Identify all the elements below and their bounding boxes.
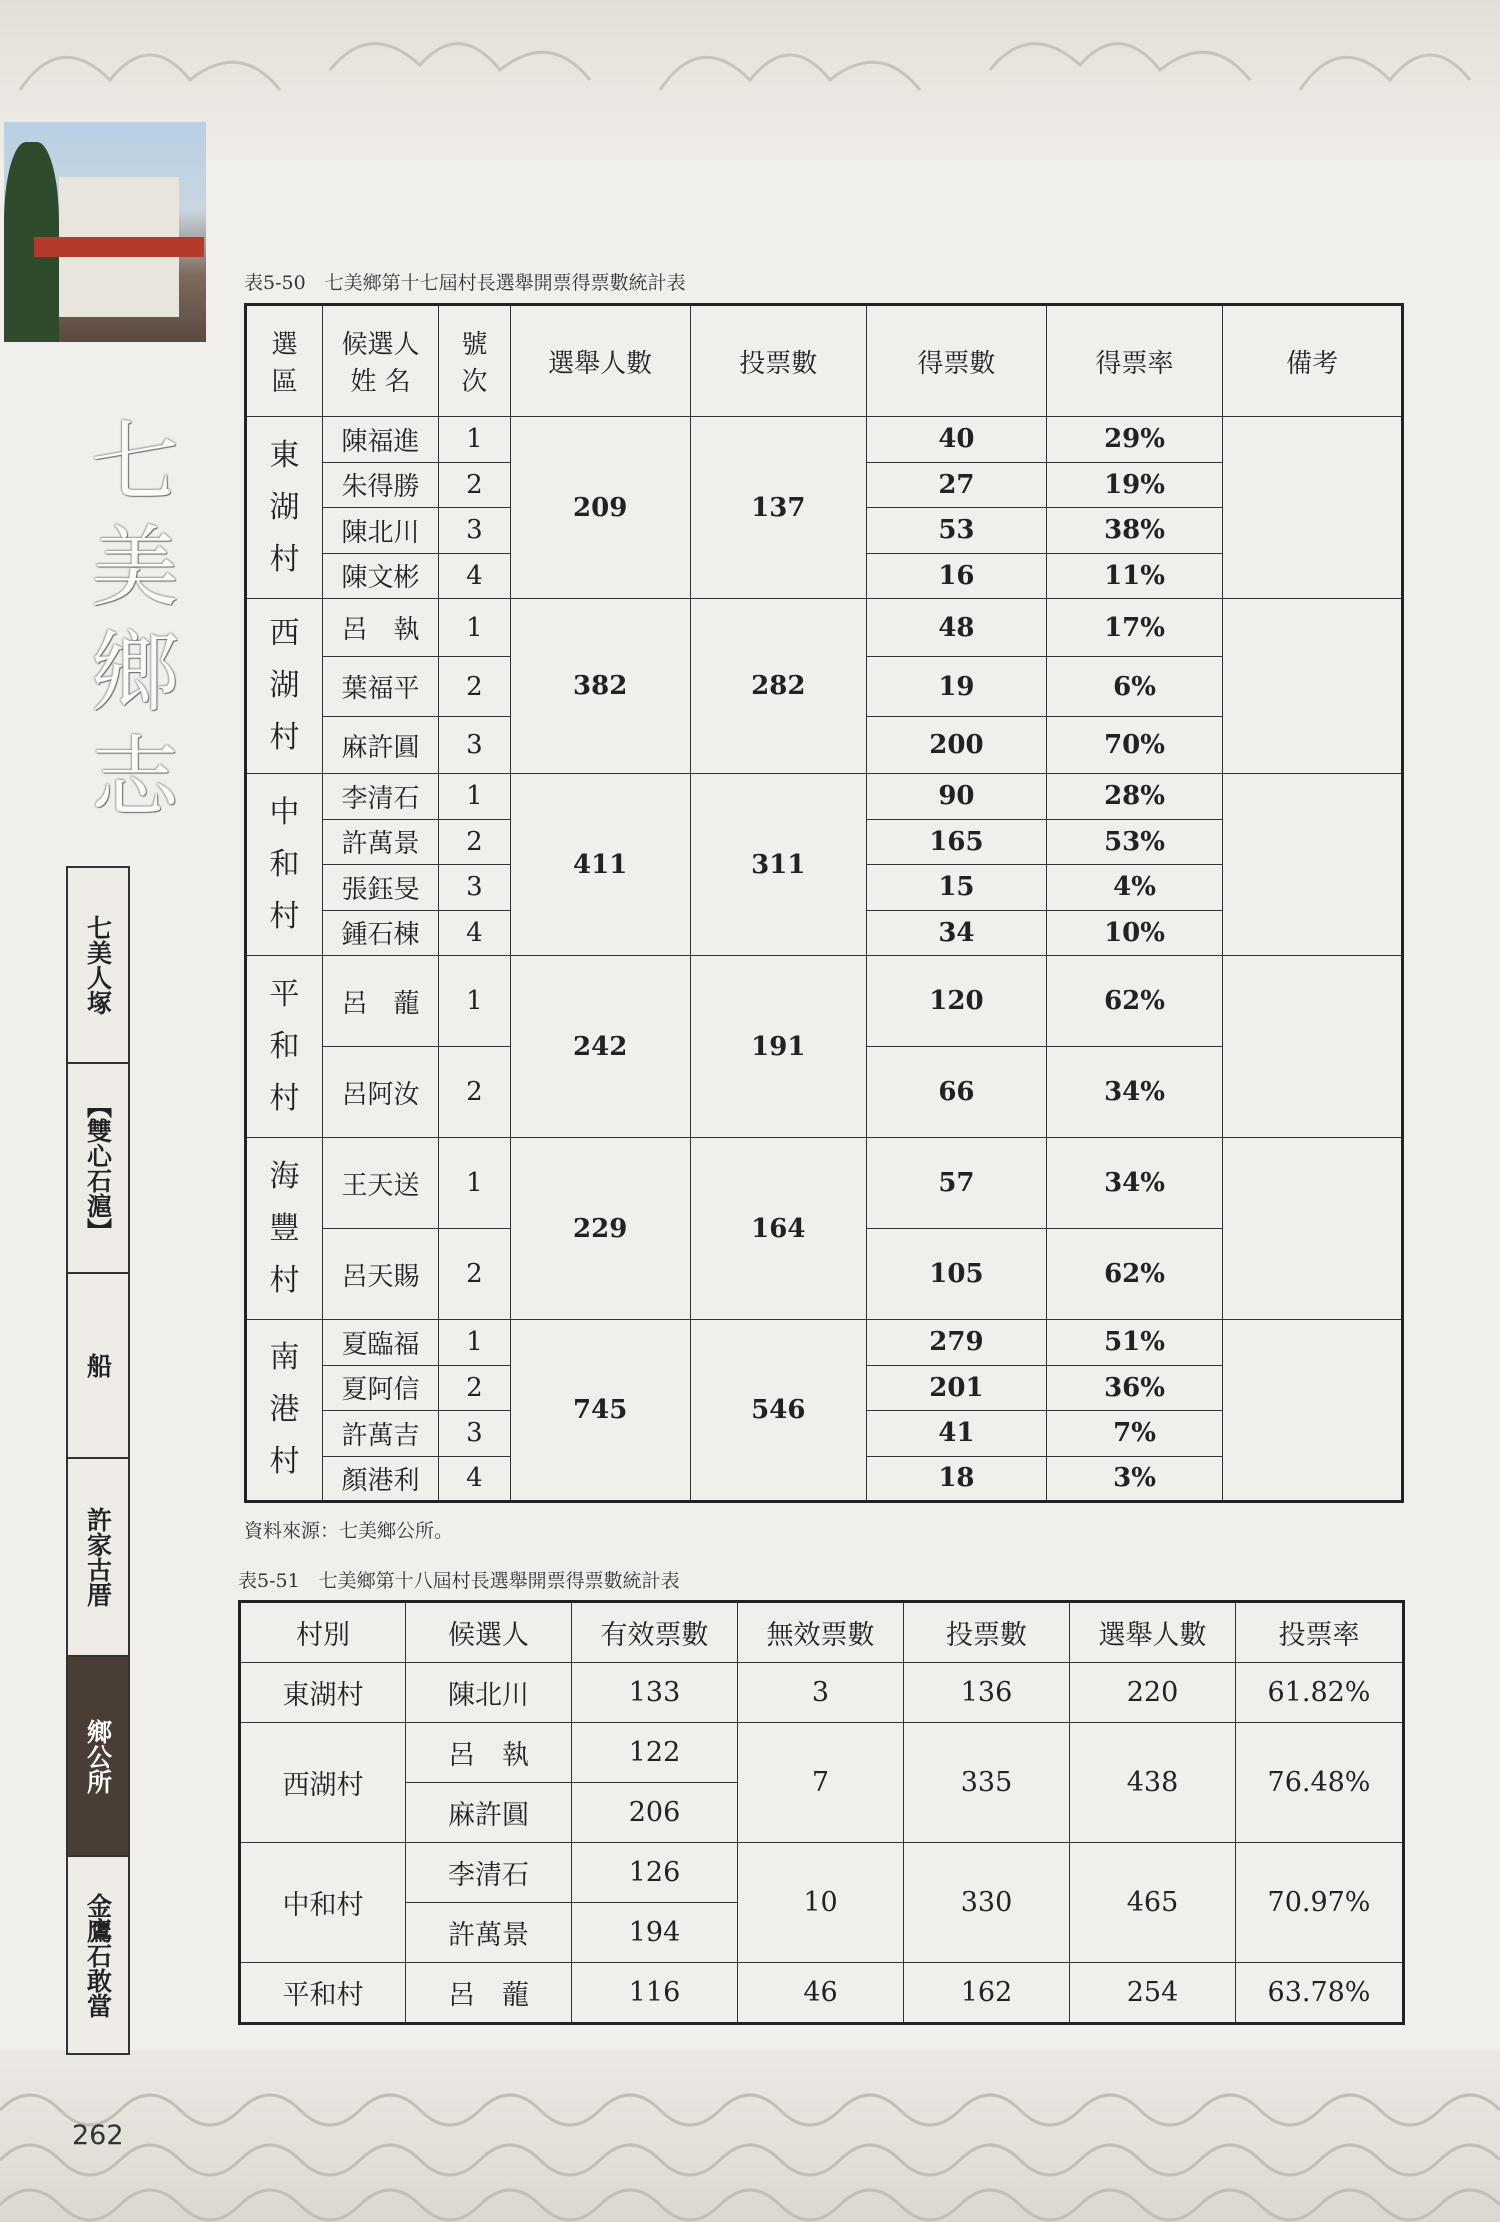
electorate-cell: 254 bbox=[1070, 1963, 1236, 2024]
ballots-cell: 136 bbox=[904, 1663, 1070, 1723]
rate-cell: 19% bbox=[1046, 462, 1223, 508]
header-ballots: 投票數 bbox=[690, 305, 867, 417]
candidate-name: 麻許圓 bbox=[406, 1783, 572, 1843]
rate-cell: 53% bbox=[1046, 819, 1223, 865]
photo-roof bbox=[34, 237, 204, 257]
table-row bbox=[240, 1843, 1404, 1903]
votes-cell: 201 bbox=[867, 1365, 1047, 1411]
wave-pattern-icon bbox=[0, 2050, 1500, 2222]
header-candidate-line: 候選人 bbox=[341, 330, 420, 360]
ballots-cell: 330 bbox=[904, 1843, 1070, 1963]
district-char: 村 bbox=[269, 541, 300, 577]
turnout-cell: 70.97% bbox=[1236, 1843, 1404, 1963]
candidate-name: 呂阿汝 bbox=[322, 1047, 438, 1138]
table-5-50-body bbox=[246, 417, 1403, 1502]
candidate-number: 3 bbox=[438, 717, 510, 774]
electorate-cell: 438 bbox=[1070, 1723, 1236, 1843]
candidate-name: 朱得勝 bbox=[322, 462, 438, 508]
rate-cell: 6% bbox=[1046, 657, 1223, 717]
rate-cell: 36% bbox=[1046, 1365, 1223, 1411]
cloud-pattern-icon bbox=[0, 0, 1500, 160]
candidate-number: 2 bbox=[438, 819, 510, 865]
decorative-cloud-band-top bbox=[0, 0, 1500, 160]
header-electorate: 選舉人數 bbox=[510, 305, 690, 417]
remarks-cell bbox=[1223, 1138, 1403, 1320]
district-char: 村 bbox=[269, 898, 300, 934]
invalid-cell: 3 bbox=[738, 1663, 904, 1723]
candidate-number: 1 bbox=[438, 956, 510, 1047]
remarks-cell bbox=[1223, 1320, 1403, 1502]
header-candidate bbox=[322, 305, 438, 417]
ballots-cell: 546 bbox=[690, 1320, 867, 1502]
candidate-name: 呂天賜 bbox=[322, 1229, 438, 1320]
remarks-cell bbox=[1223, 956, 1403, 1138]
district-char: 西 bbox=[269, 616, 300, 651]
village-cell: 中和村 bbox=[240, 1843, 406, 1963]
candidate-name: 陳北川 bbox=[406, 1663, 572, 1723]
chapter-tabs bbox=[66, 866, 134, 2055]
ballots-cell: 311 bbox=[690, 774, 867, 956]
valid-votes-cell: 206 bbox=[572, 1783, 738, 1843]
table-5-51 bbox=[238, 1600, 1405, 2025]
tab-hsu-family-house[interactable]: 許家古厝 bbox=[66, 1457, 130, 1655]
header-cell: 候選人 bbox=[406, 1602, 572, 1663]
candidate-number: 4 bbox=[438, 553, 510, 599]
district-cell bbox=[246, 1320, 323, 1502]
candidate-number: 2 bbox=[438, 1047, 510, 1138]
district-char: 湖 bbox=[269, 489, 300, 525]
header-cell: 村別 bbox=[240, 1602, 406, 1663]
book-title-char: 七 bbox=[90, 411, 179, 514]
candidate-name: 李清石 bbox=[406, 1843, 572, 1903]
candidate-name: 呂 蘢 bbox=[322, 956, 438, 1047]
table-row bbox=[246, 599, 1403, 657]
candidate-number: 1 bbox=[438, 417, 510, 463]
votes-cell: 27 bbox=[867, 462, 1047, 508]
candidate-name: 李清石 bbox=[322, 774, 438, 820]
table-5-51-header-row bbox=[240, 1602, 1404, 1663]
table-row bbox=[246, 956, 1403, 1047]
rate-cell: 51% bbox=[1046, 1320, 1223, 1366]
votes-cell: 279 bbox=[867, 1320, 1047, 1366]
candidate-number: 1 bbox=[438, 599, 510, 657]
tab-golden-eagle-stone[interactable]: 金鷹石敢當 bbox=[66, 1855, 130, 2055]
votes-cell: 66 bbox=[867, 1047, 1047, 1138]
candidate-number: 3 bbox=[438, 1411, 510, 1457]
candidate-number: 1 bbox=[438, 1138, 510, 1229]
ballots-cell: 137 bbox=[690, 417, 867, 599]
electorate-cell: 242 bbox=[510, 956, 690, 1138]
header-remarks: 備考 bbox=[1223, 305, 1403, 417]
book-title-char: 美 bbox=[90, 516, 179, 619]
candidate-number: 2 bbox=[438, 657, 510, 717]
ballots-cell: 162 bbox=[904, 1963, 1070, 2024]
electorate-cell: 220 bbox=[1070, 1663, 1236, 1723]
rate-cell: 34% bbox=[1046, 1138, 1223, 1229]
turnout-cell: 61.82% bbox=[1236, 1663, 1404, 1723]
table-row bbox=[246, 417, 1403, 463]
header-cell: 投票率 bbox=[1236, 1602, 1404, 1663]
header-district-line: 選 bbox=[271, 330, 298, 360]
votes-cell: 18 bbox=[867, 1456, 1047, 1502]
valid-votes-cell: 126 bbox=[572, 1843, 738, 1903]
candidate-number: 1 bbox=[438, 774, 510, 820]
district-char: 和 bbox=[269, 846, 300, 882]
district-char: 村 bbox=[269, 1444, 300, 1479]
electorate-cell: 411 bbox=[510, 774, 690, 956]
electorate-cell: 382 bbox=[510, 599, 690, 774]
rate-cell: 4% bbox=[1046, 865, 1223, 911]
rate-cell: 70% bbox=[1046, 717, 1223, 774]
votes-cell: 53 bbox=[867, 508, 1047, 554]
table-5-51-caption: 表5-51 七美鄉第十八屆村長選舉開票得票數統計表 bbox=[238, 1570, 680, 1592]
valid-votes-cell: 122 bbox=[572, 1723, 738, 1783]
valid-votes-cell: 116 bbox=[572, 1963, 738, 2024]
invalid-cell: 46 bbox=[738, 1963, 904, 2024]
valid-votes-cell: 133 bbox=[572, 1663, 738, 1723]
electorate-cell: 229 bbox=[510, 1138, 690, 1320]
district-char: 港 bbox=[269, 1392, 300, 1427]
invalid-cell: 7 bbox=[738, 1723, 904, 1843]
candidate-number: 2 bbox=[438, 1365, 510, 1411]
table-row bbox=[240, 1963, 1404, 2024]
rate-cell: 34% bbox=[1046, 1047, 1223, 1138]
table-row bbox=[246, 774, 1403, 820]
table-row bbox=[240, 1663, 1404, 1723]
ballots-cell: 164 bbox=[690, 1138, 867, 1320]
candidate-name: 張鈺旻 bbox=[322, 865, 438, 911]
district-cell bbox=[246, 956, 323, 1138]
header-rate: 得票率 bbox=[1046, 305, 1223, 417]
candidate-name: 麻許圓 bbox=[322, 717, 438, 774]
table-5-50 bbox=[244, 303, 1404, 1503]
votes-cell: 57 bbox=[867, 1138, 1047, 1229]
votes-cell: 40 bbox=[867, 417, 1047, 463]
rate-cell: 29% bbox=[1046, 417, 1223, 463]
header-district-line: 區 bbox=[271, 367, 298, 397]
book-title-char: 志 bbox=[90, 726, 179, 829]
district-char: 村 bbox=[269, 1080, 300, 1116]
table-5-50-caption: 表5-50 七美鄉第十七屆村長選舉開票得票數統計表 bbox=[244, 272, 686, 294]
district-cell bbox=[246, 774, 323, 956]
electorate-cell: 209 bbox=[510, 417, 690, 599]
votes-cell: 200 bbox=[867, 717, 1047, 774]
tab-township-office[interactable]: 鄉公所 bbox=[66, 1655, 130, 1855]
candidate-name: 許萬景 bbox=[322, 819, 438, 865]
candidate-number: 3 bbox=[438, 508, 510, 554]
tab-qimei-tomb[interactable]: 七美人塚 bbox=[66, 866, 130, 1062]
candidate-name: 呂 執 bbox=[406, 1723, 572, 1783]
book-title-vertical bbox=[60, 410, 210, 840]
district-char: 豐 bbox=[269, 1210, 300, 1246]
candidate-name: 夏阿信 bbox=[322, 1365, 438, 1411]
candidate-name: 呂 蘢 bbox=[406, 1963, 572, 2024]
candidate-name: 呂 執 bbox=[322, 599, 438, 657]
candidate-name: 葉福平 bbox=[322, 657, 438, 717]
rate-cell: 11% bbox=[1046, 553, 1223, 599]
remarks-cell bbox=[1223, 599, 1403, 774]
district-cell bbox=[246, 1138, 323, 1320]
candidate-name: 許萬景 bbox=[406, 1903, 572, 1963]
header-cell: 投票數 bbox=[904, 1602, 1070, 1663]
district-cell bbox=[246, 417, 323, 599]
valid-votes-cell: 194 bbox=[572, 1903, 738, 1963]
header-cell: 無效票數 bbox=[738, 1602, 904, 1663]
tab-boat[interactable]: 船 bbox=[66, 1272, 130, 1457]
rate-cell: 62% bbox=[1046, 956, 1223, 1047]
candidate-name: 夏臨福 bbox=[322, 1320, 438, 1366]
votes-cell: 15 bbox=[867, 865, 1047, 911]
district-char: 村 bbox=[269, 720, 300, 755]
candidate-name: 王天送 bbox=[322, 1138, 438, 1229]
electorate-cell: 465 bbox=[1070, 1843, 1236, 1963]
votes-cell: 41 bbox=[867, 1411, 1047, 1457]
rate-cell: 28% bbox=[1046, 774, 1223, 820]
table-row bbox=[240, 1723, 1404, 1783]
candidate-name: 顏港利 bbox=[322, 1456, 438, 1502]
district-char: 村 bbox=[269, 1262, 300, 1298]
remarks-cell bbox=[1223, 417, 1403, 599]
header-cell: 有效票數 bbox=[572, 1602, 738, 1663]
candidate-name: 陳文彬 bbox=[322, 553, 438, 599]
rate-cell: 10% bbox=[1046, 910, 1223, 956]
rate-cell: 62% bbox=[1046, 1229, 1223, 1320]
candidate-number: 2 bbox=[438, 462, 510, 508]
header-number-line: 次 bbox=[461, 367, 488, 397]
candidate-name: 陳北川 bbox=[322, 508, 438, 554]
district-char: 南 bbox=[269, 1340, 300, 1375]
header-number-line: 號 bbox=[461, 330, 488, 360]
rate-cell: 17% bbox=[1046, 599, 1223, 657]
book-title-char: 鄉 bbox=[90, 621, 179, 724]
candidate-number: 3 bbox=[438, 865, 510, 911]
invalid-cell: 10 bbox=[738, 1843, 904, 1963]
table-5-50-header-row bbox=[246, 305, 1403, 417]
township-office-photo bbox=[4, 122, 206, 342]
candidate-number: 2 bbox=[438, 1229, 510, 1320]
header-candidate-line: 姓 名 bbox=[350, 367, 411, 397]
page-number: 262 bbox=[72, 2120, 124, 2151]
candidate-number: 4 bbox=[438, 910, 510, 956]
village-cell: 西湖村 bbox=[240, 1723, 406, 1843]
district-char: 海 bbox=[269, 1158, 300, 1194]
table-5-51-body bbox=[240, 1663, 1404, 2024]
decorative-wave-band-bottom bbox=[0, 2050, 1500, 2222]
village-cell: 東湖村 bbox=[240, 1663, 406, 1723]
header-votes: 得票數 bbox=[867, 305, 1047, 417]
turnout-cell: 76.48% bbox=[1236, 1723, 1404, 1843]
candidate-number: 4 bbox=[438, 1456, 510, 1502]
table-5-50-source: 資料來源：七美鄉公所。 bbox=[244, 1520, 454, 1542]
table-row bbox=[246, 1138, 1403, 1229]
votes-cell: 19 bbox=[867, 657, 1047, 717]
header-district bbox=[246, 305, 323, 417]
votes-cell: 165 bbox=[867, 819, 1047, 865]
table-row bbox=[246, 1320, 1403, 1366]
ballots-cell: 335 bbox=[904, 1723, 1070, 1843]
electorate-cell: 745 bbox=[510, 1320, 690, 1502]
village-cell: 平和村 bbox=[240, 1963, 406, 2024]
candidate-number: 1 bbox=[438, 1320, 510, 1366]
turnout-cell: 63.78% bbox=[1236, 1963, 1404, 2024]
district-char: 湖 bbox=[269, 668, 300, 703]
votes-cell: 34 bbox=[867, 910, 1047, 956]
votes-cell: 120 bbox=[867, 956, 1047, 1047]
district-char: 平 bbox=[269, 976, 300, 1012]
votes-cell: 16 bbox=[867, 553, 1047, 599]
votes-cell: 105 bbox=[867, 1229, 1047, 1320]
rate-cell: 3% bbox=[1046, 1456, 1223, 1502]
header-cell: 選舉人數 bbox=[1070, 1602, 1236, 1663]
district-char: 和 bbox=[269, 1028, 300, 1064]
district-cell bbox=[246, 599, 323, 774]
rate-cell: 7% bbox=[1046, 1411, 1223, 1457]
header-number bbox=[438, 305, 510, 417]
district-char: 中 bbox=[269, 794, 300, 830]
votes-cell: 90 bbox=[867, 774, 1047, 820]
candidate-name: 陳福進 bbox=[322, 417, 438, 463]
rate-cell: 38% bbox=[1046, 508, 1223, 554]
candidate-name: 許萬吉 bbox=[322, 1411, 438, 1457]
votes-cell: 48 bbox=[867, 599, 1047, 657]
ballots-cell: 282 bbox=[690, 599, 867, 774]
ballots-cell: 191 bbox=[690, 956, 867, 1138]
district-char: 東 bbox=[269, 437, 300, 473]
remarks-cell bbox=[1223, 774, 1403, 956]
candidate-name: 鍾石棟 bbox=[322, 910, 438, 956]
tab-twin-hearts-weir[interactable]: 【雙心石滬】 bbox=[66, 1062, 130, 1272]
